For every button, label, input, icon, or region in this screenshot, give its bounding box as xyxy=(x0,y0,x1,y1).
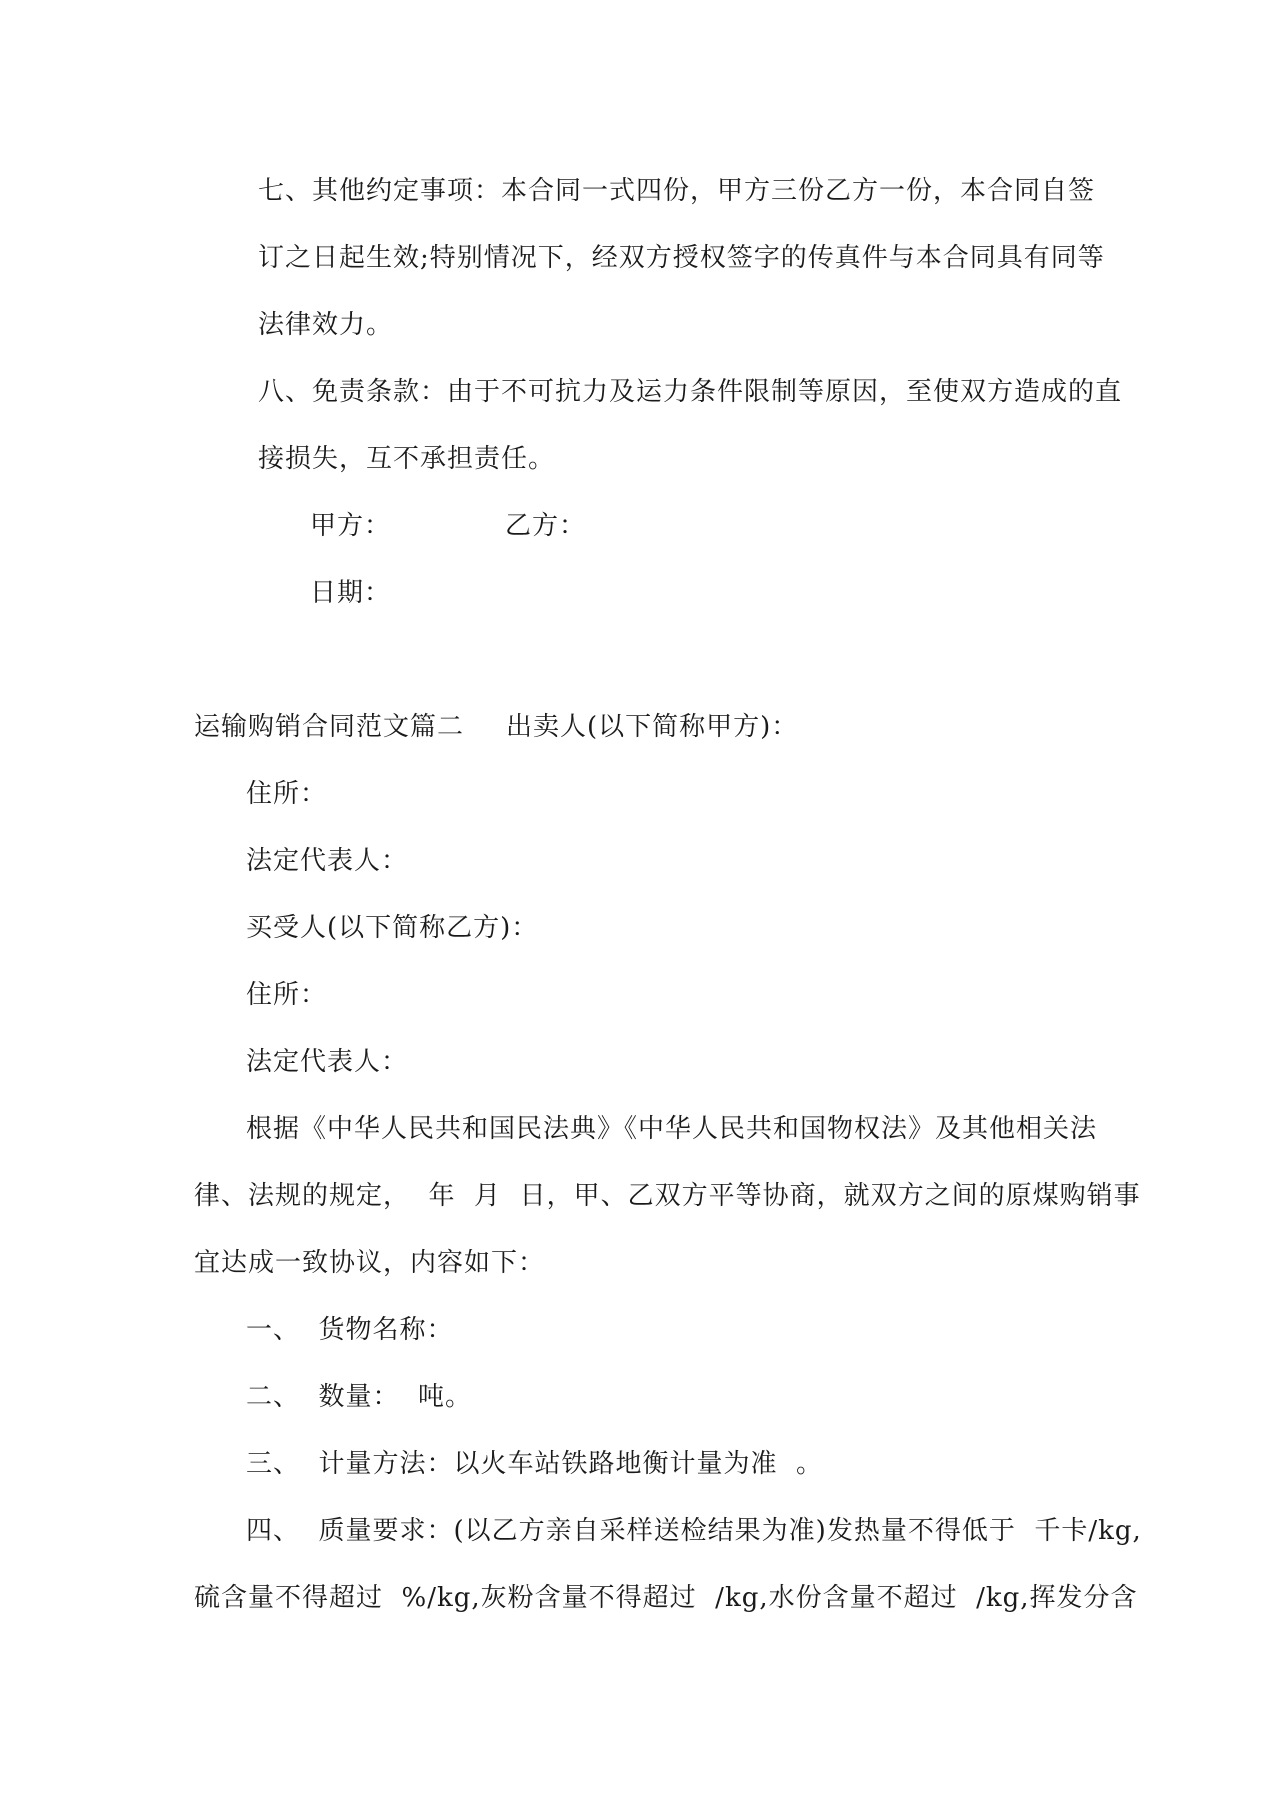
buyer-representative: 法定代表人： xyxy=(246,1047,409,1077)
seller-representative: 法定代表人： xyxy=(246,846,409,876)
item-3-measurement: 三、 计量方法：以火车站铁路地衡计量为准 。 xyxy=(246,1449,824,1479)
section-7-line-2: 订之日起生效;特别情况下，经双方授权签字的传真件与本合同具有同等 xyxy=(258,243,1105,273)
seller-address: 住所： xyxy=(246,779,328,809)
party-b-label: 乙方： xyxy=(505,511,587,541)
section-7-line-3: 法律效力。 xyxy=(258,310,394,340)
preamble-line-1: 根据《中华人民共和国民法典》《中华人民共和国物权法》及其他相关法 xyxy=(246,1114,1098,1144)
date-label: 日期： xyxy=(310,578,392,608)
party-a-label: 甲方： xyxy=(310,511,392,541)
buyer-line: 买受人(以下简称乙方)： xyxy=(246,913,539,943)
item-4-quality-line-1: 四、 质量要求：(以乙方亲自采样送检结果为准)发热量不得低于 千卡/kg, xyxy=(246,1516,1142,1546)
buyer-address: 住所： xyxy=(246,980,328,1010)
section-7-line-1: 七、其他约定事项：本合同一式四份，甲方三份乙方一份，本合同自签 xyxy=(258,176,1096,206)
contract-two-heading: 运输购销合同范文篇二 xyxy=(194,712,465,742)
seller-line: 出卖人(以下简称甲方)： xyxy=(506,712,799,742)
section-8-line-2: 接损失，互不承担责任。 xyxy=(258,444,556,474)
preamble-line-3: 宜达成一致协议，内容如下： xyxy=(194,1248,546,1278)
preamble-line-2: 律、法规的规定， 年 月 日，甲、乙双方平等协商，就双方之间的原煤购销事 xyxy=(194,1181,1141,1211)
item-1-goods-name: 一、 货物名称： xyxy=(246,1315,454,1345)
item-2-quantity: 二、 数量： 吨。 xyxy=(246,1382,473,1412)
section-8-line-1: 八、免责条款：由于不可抗力及运力条件限制等原因，至使双方造成的直 xyxy=(258,377,1123,407)
item-4-quality-line-2: 硫含量不得超过 %/kg,灰粉含量不得超过 /kg,水份含量不超过 /kg,挥发分含 xyxy=(194,1583,1138,1613)
